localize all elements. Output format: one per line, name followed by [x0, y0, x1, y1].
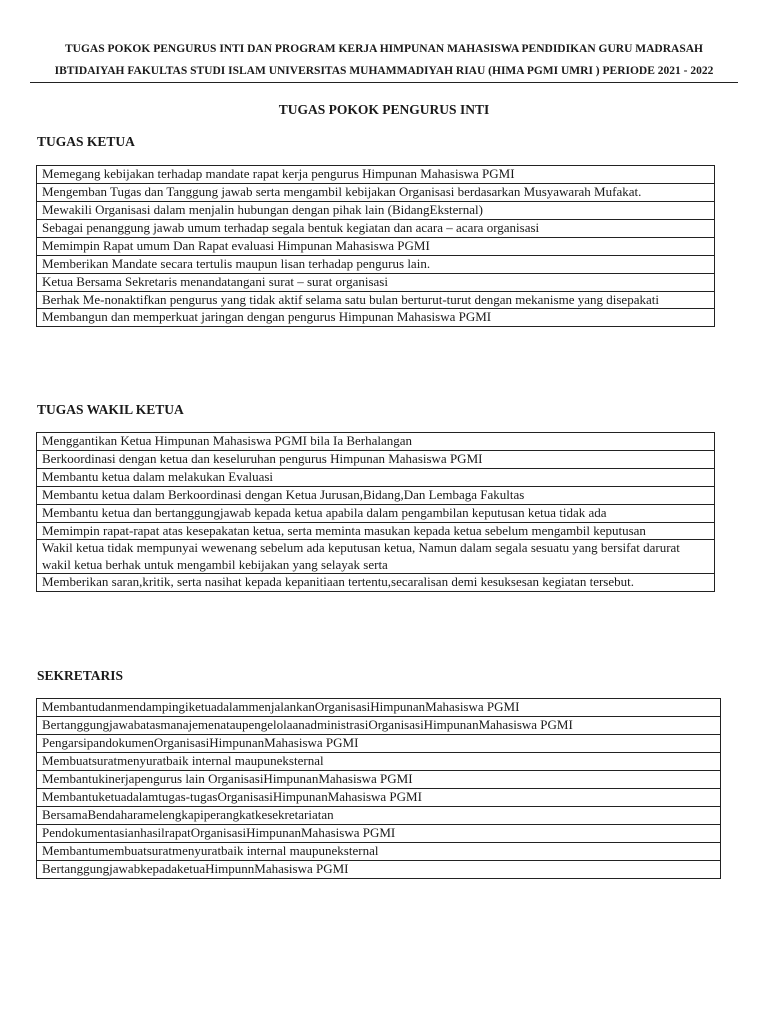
table-cell: Membantuketuadalamtugas-tugasOrganisasiHimpunanMahasiswa PGMI	[37, 789, 721, 807]
table-row	[37, 807, 721, 825]
table-cell: Wakil ketua tidak mempunyai wewenang sebelum ada keputusan ketua, Namun dalam segala sesuatu yang bersifat darurat wakil ketua berhak untuk mengambil kebijakan yang selayak serta	[37, 540, 715, 574]
table-row	[37, 433, 715, 451]
table-cell: Mewakili Organisasi dalam menjalin hubungan dengan pihak lain (BidangEksternal)	[37, 201, 715, 219]
table-cell: Menggantikan Ketua Himpunan Mahasiswa PGMI bila Ia Berhalangan	[37, 433, 715, 451]
table-cell: Membangun dan memperkuat jaringan dengan pengurus Himpunan Mahasiswa PGMI	[37, 309, 715, 327]
header-underline	[30, 82, 738, 83]
table-cell: Memegang kebijakan terhadap mandate rapat kerja pengurus Himpunan Mahasiswa PGMI	[37, 166, 715, 184]
table-cell: BertanggungjawabatasmanajemenataupengelolaanadministrasiOrganisasiHimpunanMahasiswa PGMI	[37, 717, 721, 735]
table-cell: Memimpin rapat-rapat atas kesepakatan ketua, serta meminta masukan kepada ketua sebelum mengambil keputusan	[37, 522, 715, 540]
document-header	[30, 38, 738, 82]
header-line-1: TUGAS POKOK PENGURUS INTI DAN PROGRAM KERJA HIMPUNAN MAHASISWA PENDIDIKAN GURU MADRASAH	[65, 43, 703, 55]
table-row	[37, 255, 715, 273]
table-cell: Memberikan Mandate secara tertulis maupun lisan terhadap pengurus lain.	[37, 255, 715, 273]
table-row	[37, 861, 721, 879]
duty-table-ketua	[36, 165, 715, 327]
table-row	[37, 237, 715, 255]
table-cell: BertanggungjawabkepadaketuaHimpunnMahasiswa PGMI	[37, 861, 721, 879]
table-row	[37, 699, 721, 717]
table-row	[37, 753, 721, 771]
table-cell: Ketua Bersama Sekretaris menandatangani surat – surat organisasi	[37, 273, 715, 291]
table-row	[37, 825, 721, 843]
header-line-2: IBTIDAIYAH FAKULTAS STUDI ISLAM UNIVERSITAS MUHAMMADIYAH RIAU (HIMA PGMI UMRI ) PERIODE 2021 - 2022	[54, 65, 714, 77]
table-row	[37, 717, 721, 735]
table-row	[37, 201, 715, 219]
table-cell: Membantu ketua dan bertanggungjawab kepada ketua apabila dalam pengambilan keputusan ketua tidak ada	[37, 505, 715, 523]
table-row	[37, 771, 721, 789]
table-cell: PengarsipandokumenOrganisasiHimpunanMahasiswa PGMI	[37, 735, 721, 753]
table-row	[37, 574, 715, 592]
table-row	[37, 273, 715, 291]
table-cell: Mengemban Tugas dan Tanggung jawab serta mengambil kebijakan Organisasi berdasarkan Musyawarah Mufakat.	[37, 184, 715, 202]
table-row	[37, 540, 715, 574]
table-row	[37, 735, 721, 753]
table-cell: Membantu ketua dalam Berkoordinasi dengan Ketua Jurusan,Bidang,Dan Lembaga Fakultas	[37, 487, 715, 505]
table-cell: Membuatsuratmenyuratbaik internal maupuneksternal	[37, 753, 721, 771]
table-row	[37, 487, 715, 505]
duty-table-wakil-ketua	[36, 432, 715, 592]
table-cell: Membantukinerjapengurus lain OrganisasiHimpunanMahasiswa PGMI	[37, 771, 721, 789]
table-row	[37, 309, 715, 327]
table-cell: PendokumentasianhasilrapatOrganisasiHimpunanMahasiswa PGMI	[37, 825, 721, 843]
table-cell: Berhak Me-nonaktifkan pengurus yang tidak aktif selama satu bulan berturut-turut dengan mekanisme yang disepakati	[37, 291, 715, 309]
table-row	[37, 522, 715, 540]
table-row	[37, 469, 715, 487]
table-row	[37, 505, 715, 523]
table-cell: Sebagai penanggung jawab umum terhadap segala bentuk kegiatan dan acara – acara organisasi	[37, 219, 715, 237]
table-row	[37, 843, 721, 861]
page-title: TUGAS POKOK PENGURUS INTI	[278, 102, 490, 117]
table-row	[37, 789, 721, 807]
section-heading-sekretaris: SEKRETARIS	[37, 668, 124, 683]
table-cell: Membantumembuatsuratmenyuratbaik internal maupuneksternal	[37, 843, 721, 861]
duty-table-sekretaris	[36, 698, 721, 879]
section-heading-ketua: TUGAS KETUA	[37, 134, 135, 149]
table-cell: MembantudanmendampingiketuadalammenjalankanOrganisasiHimpunanMahasiswa PGMI	[37, 699, 721, 717]
table-cell: Berkoordinasi dengan ketua dan keseluruhan pengurus Himpunan Mahasiswa PGMI	[37, 451, 715, 469]
table-cell: Memberikan saran,kritik, serta nasihat kepada kepanitiaan tertentu,secaralisan demi kesuksesan kegiatan tersebut.	[37, 574, 715, 592]
table-cell: BersamaBendaharamelengkapiperangkatkesekretariatan	[37, 807, 721, 825]
table-cell: Membantu ketua dalam melakukan Evaluasi	[37, 469, 715, 487]
table-row	[37, 219, 715, 237]
table-row	[37, 451, 715, 469]
table-cell: Memimpin Rapat umum Dan Rapat evaluasi Himpunan Mahasiswa PGMI	[37, 237, 715, 255]
table-row	[37, 291, 715, 309]
table-row	[37, 184, 715, 202]
section-heading-wakil-ketua: TUGAS WAKIL KETUA	[37, 402, 184, 417]
table-row	[37, 166, 715, 184]
